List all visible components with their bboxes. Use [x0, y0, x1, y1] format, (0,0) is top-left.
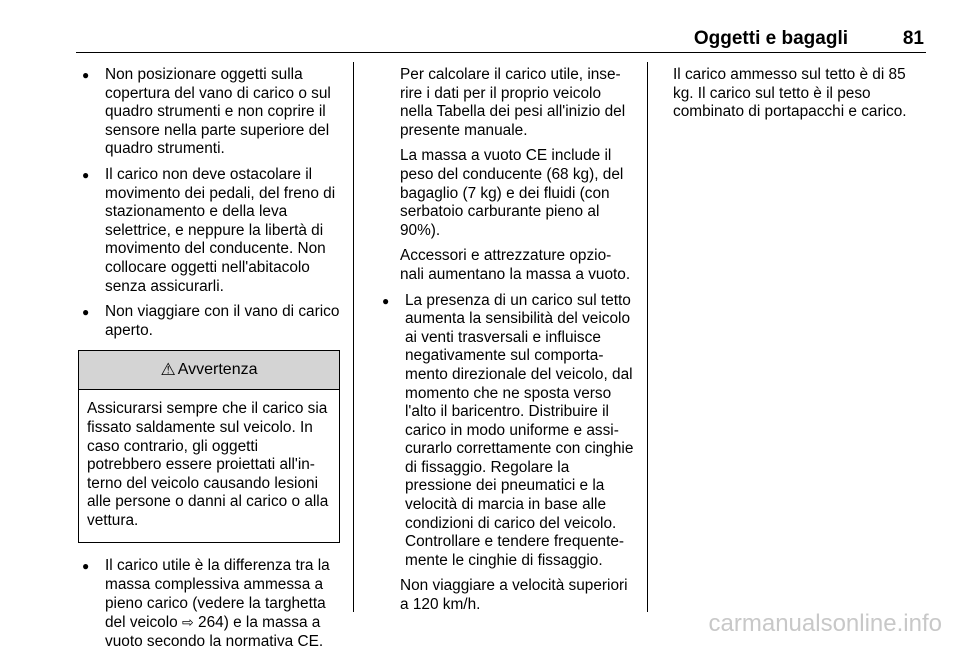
warning-header: [79, 351, 339, 390]
bullet-item: [78, 303, 340, 340]
bullet-item: [78, 557, 340, 651]
paragraph: Il carico ammesso sul tetto è di 85 kg. Il carico sul tetto è il peso combinato di portapacchi e carico.: [673, 66, 907, 121]
bullet-text: ● Non viaggiare con il vano di carico aperto.: [105, 303, 340, 339]
page-reference-arrow-icon: ⇨: [182, 614, 194, 631]
bullet-item: [378, 292, 635, 571]
bullet-text: [105, 557, 340, 651]
warning-body: Assicurarsi sempre che il carico sia fissato saldamente sul veicolo. In caso contrario, gli oggetti potrebbero essere proiettati all'in-terno del veicolo causando lesioni alle persone o danni al carico o alla vettura.: [87, 400, 329, 529]
paragraph: Non viaggiare a velocità superiori a 120 km/h.: [400, 577, 628, 614]
warning-title: Avvertenza: [177, 361, 258, 379]
column-divider-1: [353, 62, 354, 612]
paragraph: Per calcolare il carico utile, inse-rire i dati per il proprio veicolo nella Tabella dei pesi all'inizio del presente manuale.: [400, 66, 626, 139]
column-1: [78, 66, 340, 658]
warning-triangle-icon: ⚠: [160, 360, 176, 380]
page-number: 81: [902, 28, 924, 49]
bullet-text-part: 264) e la massa a vuoto secondo la normativa CE.: [105, 614, 324, 650]
column-3: [673, 66, 928, 129]
page-header: [76, 28, 926, 53]
bullet-text: ● La presenza di un carico sul tetto aumenta la sensibilità del veicolo ai venti trasversali e influisce negativamente sul comporta-mento direzionale del veicolo, dal momento che ne sposta verso l'alto il baricentro. Distribuire il carico in modo uniforme e assi-curarlo correttamente con cinghie di fissaggio. Regolare la pressione dei pneumatici e la velocità di marcia in base alle condizioni di carico del veicolo. Controllare e tendere frequente-mente le cinghie di fissaggio.: [405, 291, 634, 569]
column-2: [378, 66, 635, 622]
paragraph: Accessori e attrezzature opzio-nali aumentano la massa a vuoto.: [400, 247, 631, 283]
bullet-text: ● Non posizionare oggetti sulla copertura del vano di carico o sul quadro strumenti e non coprire il sensore nella parte superiore del quadro strumenti.: [105, 66, 331, 158]
warning-box: [78, 350, 340, 543]
bullet-item: [78, 66, 340, 159]
column-divider-2: [647, 62, 648, 612]
bullet-text-part: Il carico utile è la differenza tra la massa complessiva ammessa a pieno carico (vedere la targhetta del veicolo: [105, 557, 330, 632]
bullet-item: [78, 166, 340, 296]
paragraph: La massa a vuoto CE include il peso del conducente (68 kg), del bagaglio (7 kg) e dei fluidi (con serbatoio carburante pieno al 90%).: [400, 147, 624, 239]
watermark: carmanualsonline.info: [708, 610, 942, 637]
section-title: Oggetti e bagagli: [693, 28, 848, 49]
bullet-text: ● Il carico non deve ostacolare il movimento dei pedali, del freno di stazionamento e della leva selettrice, e neppure la libertà di movimento del conducente. Non collocare oggetti nell'abitacolo senza assicurarli.: [105, 165, 336, 295]
